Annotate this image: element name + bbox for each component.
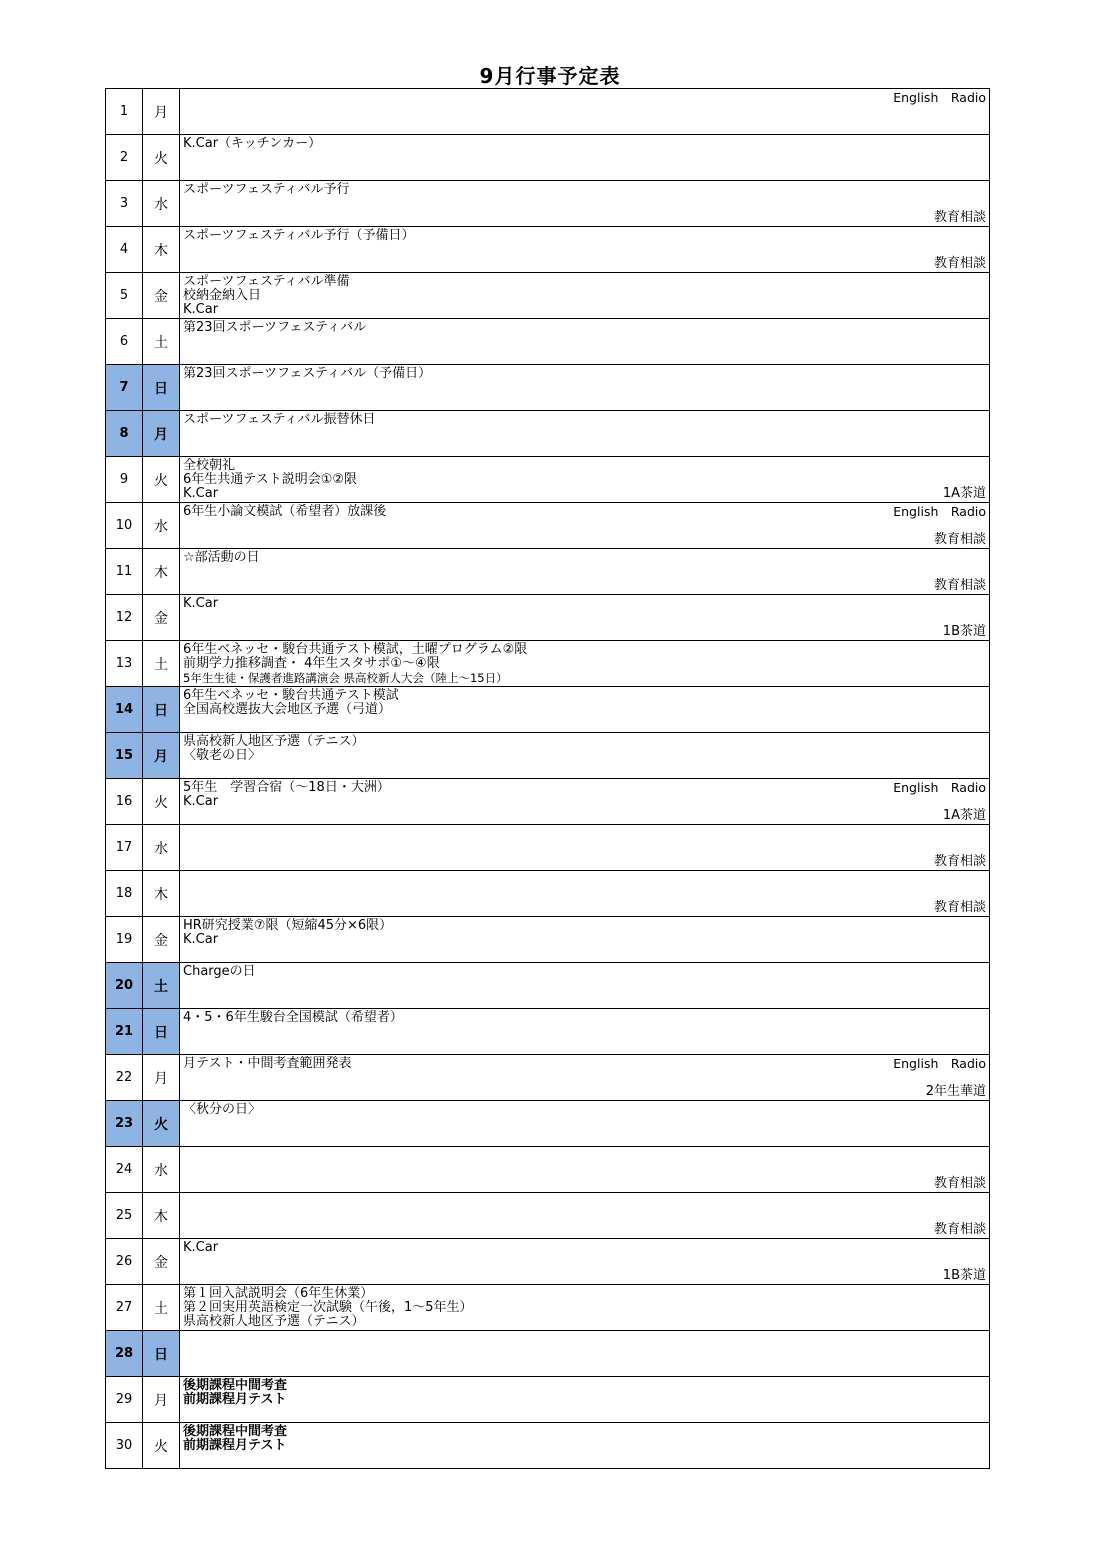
- weekday: 月: [143, 89, 180, 135]
- schedule-row: [106, 181, 990, 227]
- weekday: 火: [143, 135, 180, 181]
- day-number: 6: [106, 319, 143, 365]
- weekday: 土: [143, 641, 180, 687]
- weekday: 火: [143, 1101, 180, 1147]
- event-line: 全国高校選抜大会地区予選（弓道）: [183, 701, 392, 717]
- schedule-row: [106, 687, 990, 733]
- event-line: 前期学力推移調査・ 4年生スタサポ①～④限: [183, 655, 440, 671]
- schedule-row: [106, 503, 990, 549]
- weekday: 木: [143, 871, 180, 917]
- event-line: スポーツフェスティバル予行（予備日）: [183, 227, 415, 243]
- day-number: 18: [106, 871, 143, 917]
- activity-note: 教育相談: [933, 531, 986, 547]
- schedule-row: [106, 1239, 990, 1285]
- event-line: 前期課程月テスト: [183, 1391, 287, 1407]
- event-list: [183, 275, 350, 317]
- event-line: 第２回実用英語検定一次試験（午後，1～5年生）: [183, 1299, 473, 1315]
- schedule-row: [106, 273, 990, 319]
- events-cell: [180, 963, 990, 1009]
- day-number: 14: [106, 687, 143, 733]
- events-cell: [180, 825, 990, 871]
- schedule-row: [106, 1377, 990, 1423]
- event-list: [183, 1287, 473, 1329]
- event-line: 後期課程中間考査: [183, 1377, 288, 1393]
- activity-note: 教育相談: [933, 1175, 986, 1191]
- event-list: [183, 1241, 218, 1255]
- event-line: 〈秋分の日〉: [183, 1101, 262, 1117]
- schedule-row: [106, 1423, 990, 1469]
- event-list: [183, 597, 218, 611]
- schedule-row: [106, 1009, 990, 1055]
- event-line: 6年生小論文模試（希望者）放課後: [183, 503, 387, 519]
- event-line: 県高校新人地区予選（テニス）: [183, 733, 365, 749]
- schedule-row: [106, 963, 990, 1009]
- schedule-table: [105, 88, 990, 1469]
- day-number: 9: [106, 457, 143, 503]
- event-line: 第１回入試説明会（6年生休業）: [183, 1285, 374, 1301]
- schedule-row: [106, 1285, 990, 1331]
- day-number: 20: [106, 963, 143, 1009]
- event-line: 6年生ベネッセ・駿台共通テスト模試，土曜プログラム②限: [183, 641, 528, 657]
- event-line: K.Car: [183, 793, 219, 809]
- events-cell: [180, 1055, 990, 1101]
- event-line: K.Car: [183, 931, 219, 947]
- schedule-row: [106, 319, 990, 365]
- weekday: 水: [143, 181, 180, 227]
- day-number: 22: [106, 1055, 143, 1101]
- events-cell: [180, 1285, 990, 1331]
- events-cell: [180, 917, 990, 963]
- event-list: [183, 321, 366, 335]
- event-line: 県高校新人地区予選（テニス）: [183, 1313, 365, 1329]
- event-list: [183, 505, 386, 519]
- schedule-row: [106, 549, 990, 595]
- event-list: [183, 551, 260, 565]
- event-line: ☆部活動の日: [183, 549, 260, 565]
- day-number: 27: [106, 1285, 143, 1331]
- schedule-row: [106, 825, 990, 871]
- day-number: 1: [106, 89, 143, 135]
- event-line: 月テスト・中間考査範囲発表: [183, 1055, 352, 1071]
- weekday: 土: [143, 963, 180, 1009]
- events-cell: [180, 687, 990, 733]
- weekday: 水: [143, 503, 180, 549]
- activity-note: 教育相談: [933, 209, 986, 225]
- day-number: 13: [106, 641, 143, 687]
- event-line: 5年生生徒・保護者進路講演会 県高校新人大会（陸上～15日）: [183, 670, 508, 685]
- schedule-row: [106, 89, 990, 135]
- event-line: 〈敬老の日〉: [183, 747, 262, 763]
- day-number: 10: [106, 503, 143, 549]
- event-list: [183, 1011, 403, 1025]
- day-number: 30: [106, 1423, 143, 1469]
- event-list: [183, 459, 357, 501]
- activity-note: 教育相談: [933, 899, 986, 915]
- activity-note: 教育相談: [933, 853, 986, 869]
- event-line: K.Car: [183, 595, 219, 611]
- event-line: 校納金納入日: [183, 287, 262, 303]
- weekday: 日: [143, 1331, 180, 1377]
- schedule-row: [106, 1193, 990, 1239]
- event-line: K.Car（キッチンカー）: [183, 135, 322, 151]
- program-note: English Radio: [893, 1055, 986, 1071]
- event-list: [183, 413, 376, 427]
- day-number: 29: [106, 1377, 143, 1423]
- weekday: 火: [143, 1423, 180, 1469]
- events-cell: [180, 457, 990, 503]
- weekday: 木: [143, 549, 180, 595]
- events-cell: [180, 641, 990, 687]
- schedule-row: [106, 227, 990, 273]
- activity-note: 2年生華道: [925, 1083, 986, 1099]
- events-cell: [180, 135, 990, 181]
- event-line: 第23回スポーツフェスティバル: [183, 319, 367, 335]
- event-list: [183, 367, 431, 381]
- weekday: 日: [143, 1009, 180, 1055]
- events-cell: [180, 89, 990, 135]
- event-list: [183, 1103, 261, 1117]
- schedule-row: [106, 871, 990, 917]
- events-cell: [180, 779, 990, 825]
- activity-note: 教育相談: [933, 1221, 986, 1237]
- weekday: 日: [143, 365, 180, 411]
- event-list: [183, 1379, 287, 1407]
- event-list: [183, 735, 364, 763]
- day-number: 12: [106, 595, 143, 641]
- activity-note: 1B茶道: [942, 623, 986, 639]
- program-note: English Radio: [893, 779, 986, 795]
- day-number: 7: [106, 365, 143, 411]
- event-line: 6年生ベネッセ・駿台共通テスト模試: [183, 687, 399, 703]
- activity-note: 1A茶道: [942, 485, 986, 501]
- day-number: 3: [106, 181, 143, 227]
- schedule-row: [106, 1331, 990, 1377]
- day-number: 2: [106, 135, 143, 181]
- day-number: 4: [106, 227, 143, 273]
- day-number: 19: [106, 917, 143, 963]
- event-line: HR研究授業⑦限（短縮45分×6限）: [183, 917, 393, 933]
- weekday: 日: [143, 687, 180, 733]
- schedule-row: [106, 411, 990, 457]
- weekday: 金: [143, 1239, 180, 1285]
- schedule-row: [106, 1101, 990, 1147]
- schedule-body: [106, 89, 990, 1469]
- weekday: 火: [143, 457, 180, 503]
- day-number: 16: [106, 779, 143, 825]
- weekday: 金: [143, 917, 180, 963]
- activity-note: 教育相談: [933, 577, 986, 593]
- events-cell: [180, 273, 990, 319]
- event-line: スポーツフェスティバル準備: [183, 273, 350, 289]
- event-list: [183, 965, 256, 979]
- event-list: [183, 1057, 351, 1071]
- schedule-row: [106, 365, 990, 411]
- events-cell: [180, 1193, 990, 1239]
- weekday: 月: [143, 411, 180, 457]
- events-cell: [180, 503, 990, 549]
- events-cell: [180, 1331, 990, 1377]
- event-line: 6年生共通テスト説明会①②限: [183, 471, 358, 487]
- day-number: 11: [106, 549, 143, 595]
- day-number: 25: [106, 1193, 143, 1239]
- event-list: [183, 229, 415, 243]
- weekday: 水: [143, 1147, 180, 1193]
- event-list: [183, 781, 390, 809]
- day-number: 26: [106, 1239, 143, 1285]
- event-line: 前期課程月テスト: [183, 1437, 287, 1453]
- events-cell: [180, 549, 990, 595]
- events-cell: [180, 365, 990, 411]
- schedule-row: [106, 1055, 990, 1101]
- day-number: 24: [106, 1147, 143, 1193]
- event-list: [183, 183, 350, 197]
- event-line: 5年生 学習合宿（～18日・大洲）: [183, 779, 390, 795]
- events-cell: [180, 319, 990, 365]
- activity-note: 1B茶道: [942, 1267, 986, 1283]
- weekday: 月: [143, 1055, 180, 1101]
- schedule-row: [106, 917, 990, 963]
- day-number: 15: [106, 733, 143, 779]
- event-line: 第23回スポーツフェスティバル（予備日）: [183, 365, 432, 381]
- events-cell: [180, 181, 990, 227]
- schedule-row: [106, 733, 990, 779]
- events-cell: [180, 227, 990, 273]
- event-line: 後期課程中間考査: [183, 1423, 288, 1439]
- event-line: Chargeの日: [183, 963, 256, 979]
- events-cell: [180, 733, 990, 779]
- event-list: [183, 643, 527, 685]
- event-line: 全校朝礼: [183, 457, 236, 473]
- events-cell: [180, 1009, 990, 1055]
- event-line: 4・5・6年生駿台全国模試（希望者）: [183, 1009, 403, 1025]
- weekday: 木: [143, 227, 180, 273]
- event-list: [183, 1425, 287, 1453]
- weekday: 金: [143, 595, 180, 641]
- weekday: 木: [143, 1193, 180, 1239]
- program-note: English Radio: [893, 89, 986, 105]
- events-cell: [180, 1423, 990, 1469]
- event-list: [183, 919, 392, 947]
- day-number: 21: [106, 1009, 143, 1055]
- schedule-row: [106, 457, 990, 503]
- events-cell: [180, 1377, 990, 1423]
- weekday: 水: [143, 825, 180, 871]
- day-number: 28: [106, 1331, 143, 1377]
- weekday: 金: [143, 273, 180, 319]
- event-line: K.Car: [183, 301, 219, 317]
- day-number: 17: [106, 825, 143, 871]
- weekday: 月: [143, 733, 180, 779]
- page-title: 9月行事予定表: [479, 64, 621, 88]
- day-number: 5: [106, 273, 143, 319]
- events-cell: [180, 1147, 990, 1193]
- events-cell: [180, 411, 990, 457]
- weekday: 土: [143, 319, 180, 365]
- event-line: スポーツフェスティバル振替休日: [183, 411, 376, 427]
- event-line: K.Car: [183, 1239, 219, 1255]
- schedule-row: [106, 1147, 990, 1193]
- event-list: [183, 137, 321, 151]
- event-list: [183, 689, 399, 717]
- activity-note: 教育相談: [933, 255, 986, 271]
- events-cell: [180, 1101, 990, 1147]
- events-cell: [180, 595, 990, 641]
- schedule-row: [106, 779, 990, 825]
- event-line: K.Car: [183, 485, 219, 501]
- events-cell: [180, 1239, 990, 1285]
- weekday: 月: [143, 1377, 180, 1423]
- weekday: 火: [143, 779, 180, 825]
- schedule-row: [106, 595, 990, 641]
- schedule-row: [106, 641, 990, 687]
- activity-note: 1A茶道: [942, 807, 986, 823]
- day-number: 8: [106, 411, 143, 457]
- events-cell: [180, 871, 990, 917]
- event-line: スポーツフェスティバル予行: [183, 181, 350, 197]
- weekday: 土: [143, 1285, 180, 1331]
- schedule-row: [106, 135, 990, 181]
- program-note: English Radio: [893, 503, 986, 519]
- day-number: 23: [106, 1101, 143, 1147]
